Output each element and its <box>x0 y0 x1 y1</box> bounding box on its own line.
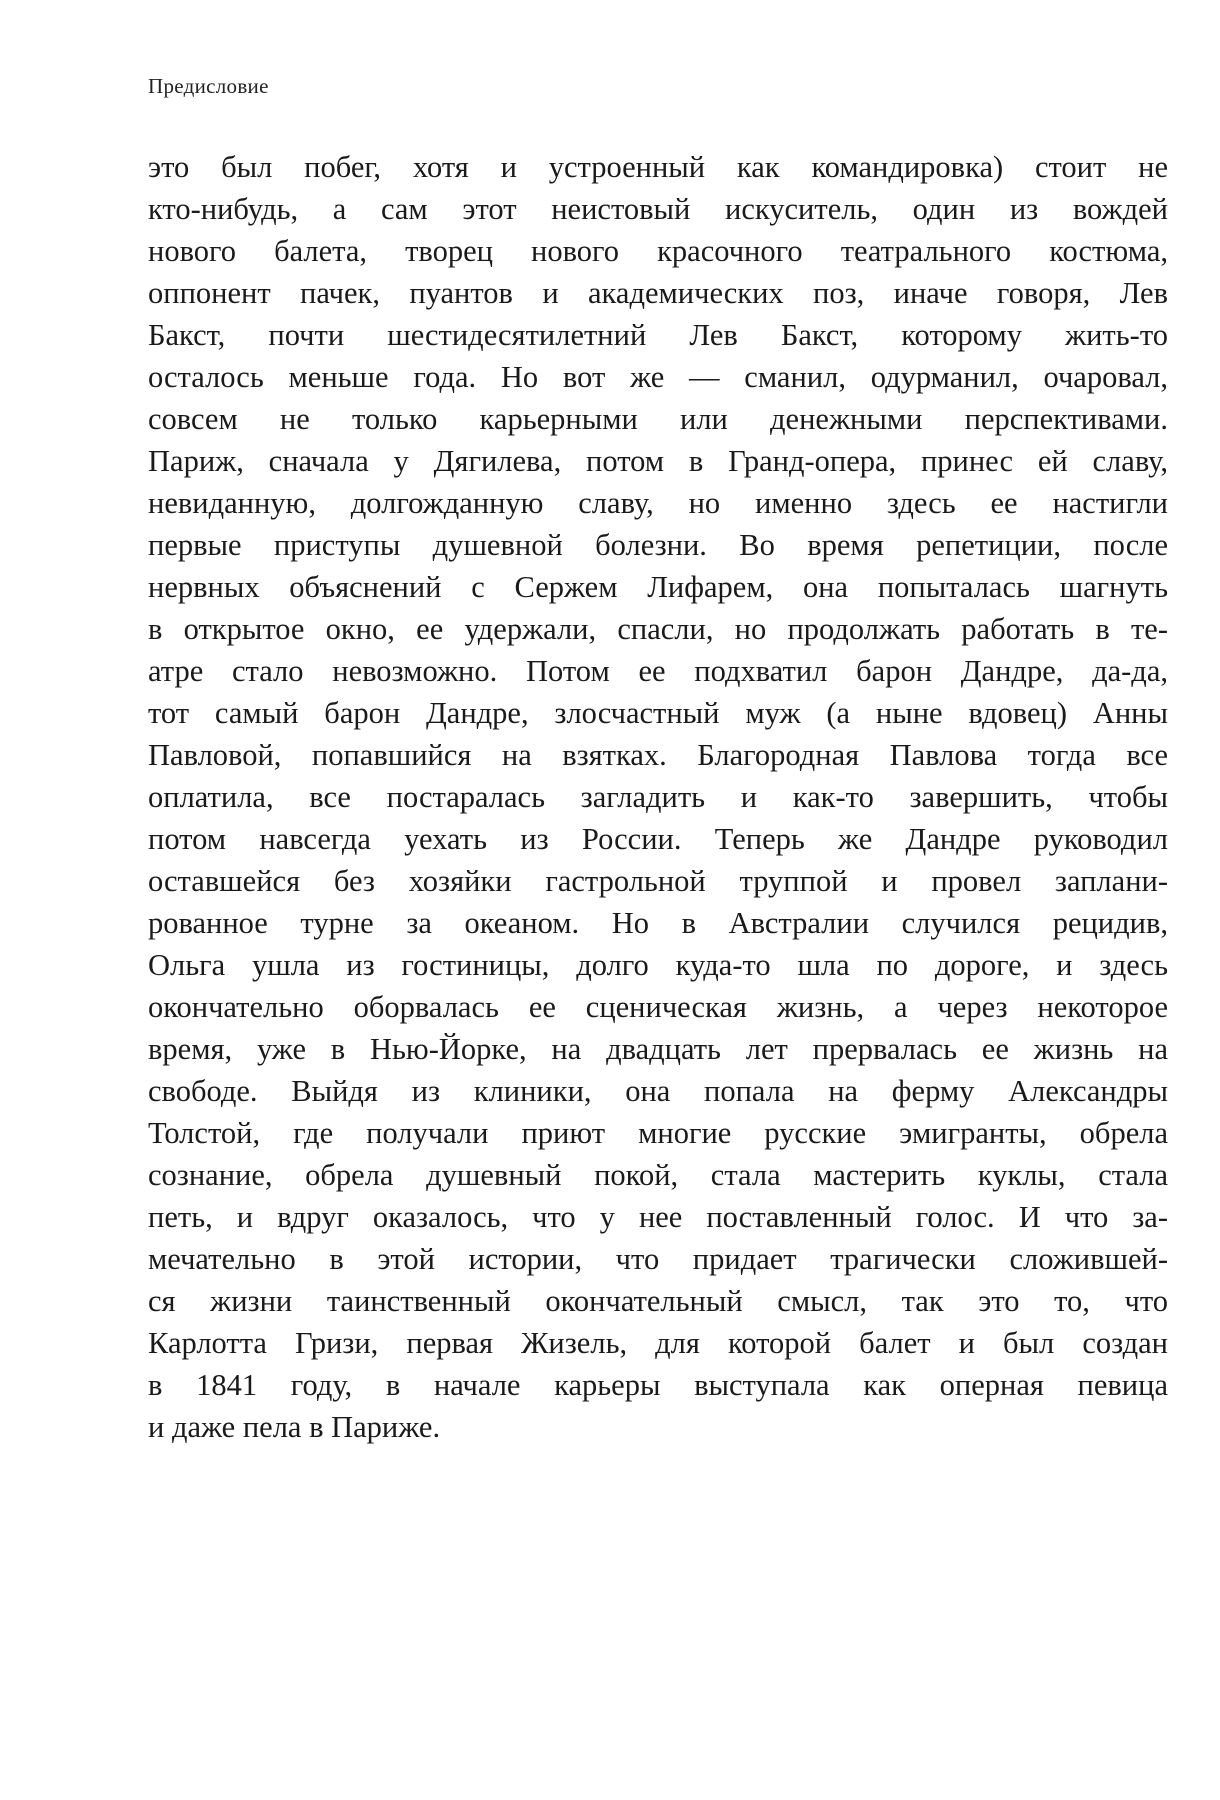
text-line: время, уже в Нью-Йорке, на двадцать лет прервалась ее жизнь на <box>148 1032 1168 1066</box>
text-line: невиданную, долгожданную славу, но именно здесь ее настигли <box>148 486 1168 520</box>
text-line: потом навсегда уехать из России. Теперь же Дандре руководил <box>148 822 1168 856</box>
text-line: Бакст, почти шестидесятилетний Лев Бакст, которому жить-то <box>148 318 1168 352</box>
text-line: Париж, сначала у Дягилева, потом в Гранд-опера, принес ей славу, <box>148 444 1168 478</box>
text-line: атре стало невозможно. Потом ее подхватил барон Дандре, да-да, <box>148 654 1168 688</box>
text-line: первые приступы душевной болезни. Во время репетиции, после <box>148 528 1168 562</box>
text-line: ся жизни таинственный окончательный смысл, так это то, что <box>148 1284 1168 1318</box>
text-line: Павловой, попавшийся на взятках. Благородная Павлова тогда все <box>148 738 1168 772</box>
text-line: оппонент пачек, пуантов и академических поз, иначе говоря, Лев <box>148 276 1168 310</box>
text-line: совсем не только карьерными или денежными перспективами. <box>148 402 1168 436</box>
text-line: окончательно оборвалась ее сценическая жизнь, а через некоторое <box>148 990 1168 1024</box>
text-line: рованное турне за океаном. Но в Австралии случился рецидив, <box>148 906 1168 940</box>
text-line: свободе. Выйдя из клиники, она попала на ферму Александры <box>148 1074 1168 1108</box>
text-line: осталось меньше года. Но вот же — сманил, одурманил, очаровал, <box>148 360 1168 394</box>
text-line: это был побег, хотя и устроенный как командировка) стоит не <box>148 150 1168 184</box>
text-line: петь, и вдруг оказалось, что у нее поставленный голос. И что за- <box>148 1200 1168 1234</box>
text-line: Ольга ушла из гостиницы, долго куда-то шла по дороге, и здесь <box>148 948 1168 982</box>
text-line: и даже пела в Париже. <box>148 1410 441 1444</box>
running-head: Предисловие <box>148 74 269 98</box>
text-line: оставшейся без хозяйки гастрольной труппой и провел заплани- <box>148 864 1168 898</box>
text-line: оплатила, все постаралась загладить и как-то завершить, чтобы <box>148 780 1168 814</box>
text-line: мечательно в этой истории, что придает трагически сложившей- <box>148 1242 1168 1276</box>
text-line: в 1841 году, в начале карьеры выступала как оперная певица <box>148 1368 1168 1402</box>
text-line: Толстой, где получали приют многие русские эмигранты, обрела <box>148 1116 1168 1150</box>
text-line: сознание, обрела душевный покой, стала мастерить куклы, стала <box>148 1158 1168 1192</box>
text-line: нервных объяснений с Сержем Лифарем, она попыталась шагнуть <box>148 570 1168 604</box>
text-line: Карлотта Гризи, первая Жизель, для которой балет и был создан <box>148 1326 1168 1360</box>
text-line: тот самый барон Дандре, злосчастный муж (а ныне вдовец) Анны <box>148 696 1168 730</box>
body-text <box>148 146 1168 1448</box>
text-line: кто-нибудь, а сам этот неистовый искуситель, один из вождей <box>148 192 1168 226</box>
text-line: нового балета, творец нового красочного театрального костюма, <box>148 234 1168 268</box>
text-line: в открытое окно, ее удержали, спасли, но продолжать работать в те- <box>148 612 1168 646</box>
